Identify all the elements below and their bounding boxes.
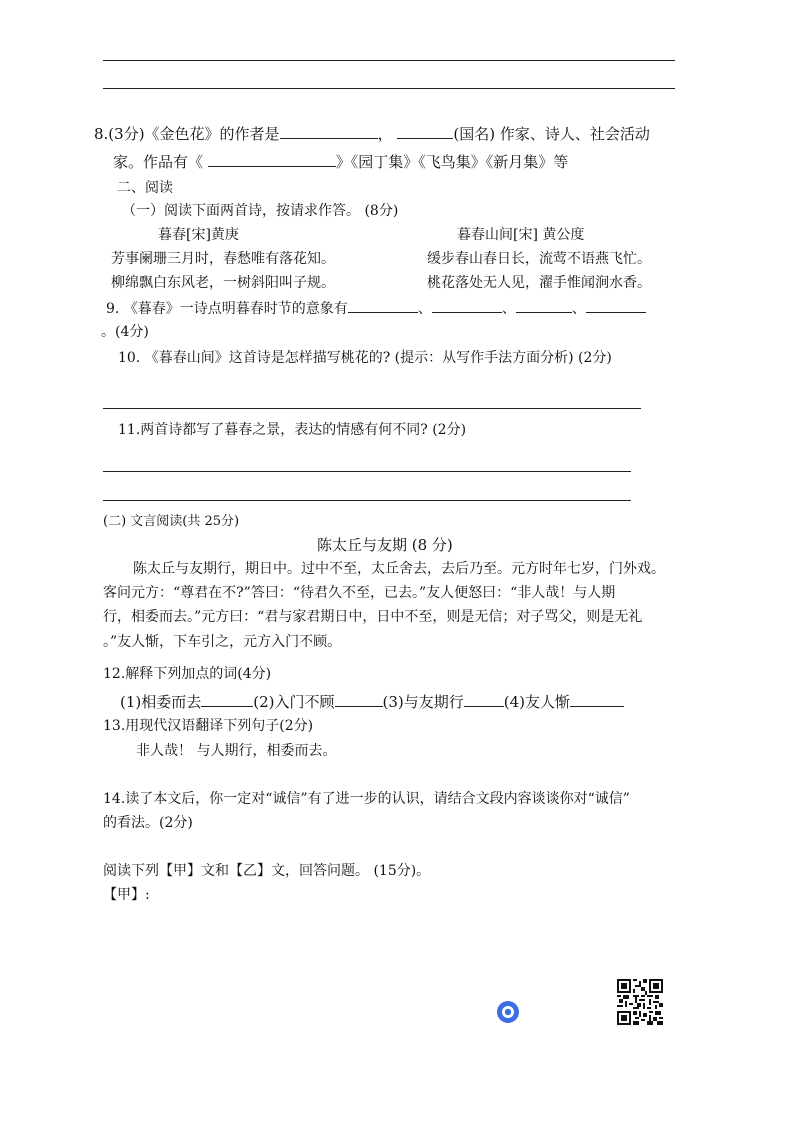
q8-blank-country[interactable] (397, 124, 453, 139)
q10-answer-line[interactable] (103, 408, 641, 409)
classical-title: 陈太丘与友期 (8 分) (317, 536, 453, 554)
q12-blank-4[interactable] (570, 692, 624, 707)
q8-text-a: 8.(3分)《金色花》的作者是 (94, 125, 280, 143)
q9-sep-3: 、 (571, 301, 586, 317)
poem2-line2: 桃花落处无人见，濯手惟闻涧水香。 (427, 275, 651, 291)
q9-blank-1[interactable] (348, 298, 418, 313)
q11-answer-line-1[interactable] (103, 471, 631, 472)
q9-line1 (106, 298, 646, 319)
poem1-line2: 柳绵飘白东风老，一树斜阳叫子规。 (111, 275, 335, 291)
classical-para-line2: 客问元方：“尊君在不?”答曰：“待君久不至，已去。”友人便怒曰：“非人哉！与人期 (103, 585, 616, 601)
answer-line-top-2 (103, 88, 675, 89)
q12-blank-1[interactable] (201, 692, 253, 707)
q12-items (120, 692, 624, 712)
q12-item-1: (1)相委而去 (120, 693, 202, 711)
q9-text: 9. 《暮春》一诗点明暮春时节的意象有 (106, 301, 348, 317)
classical-heading: (二) 文言阅读(共 25分) (103, 514, 240, 529)
q12-title: 12.解释下列加点的词(4分) (103, 666, 272, 682)
q8-blank-work[interactable] (208, 152, 336, 167)
q12-item-2: (2)入门不顾 (253, 693, 335, 711)
q9-sep-1: 、 (417, 301, 432, 317)
q11-answer-line-2[interactable] (103, 500, 631, 501)
q14-line2: 的看法。(2分) (103, 815, 193, 831)
section2-part1: （一）阅读下面两首诗，按请求作答。 (8分) (122, 203, 399, 219)
poem2-title: 暮春山间[宋] 黄公度 (457, 227, 585, 243)
poem1-line1: 芳事阑珊三月时，春愁唯有落花知。 (111, 251, 335, 267)
q8-line2 (113, 152, 568, 172)
q11-text: 11.两首诗都写了暮春之景，表达的情感有何不同? (2分) (118, 422, 467, 438)
q8-blank-author[interactable] (280, 124, 378, 139)
q8-text-e: 》《园丁集》《飞鸟集》《新月集》等 (335, 153, 569, 171)
q9-blank-3[interactable] (516, 298, 572, 313)
q8-text-d: 家。作品有《 (113, 153, 204, 171)
classical-para-line1: 陈太丘与友期行，期日中。过中不至，太丘舍去，去后乃至。元方时年七岁，门外戏。 (133, 561, 665, 577)
qr-code-icon (617, 979, 663, 1025)
q13-title: 13.用现代汉语翻译下列句子(2分) (103, 718, 314, 734)
q12-blank-2[interactable] (335, 692, 383, 707)
circle-logo-icon (496, 1000, 520, 1024)
q8-line1 (94, 124, 650, 144)
q13-sentence: 非人哉！ 与人期行，相委而去。 (136, 743, 337, 759)
classical-para-line3: 行，相委而去。”元方曰：“君与家君期日中，日中不至，则是无信；对子骂父，则是无礼 (103, 609, 643, 625)
poem2-line1: 缓步春山春日长，流莺不语燕飞忙。 (427, 251, 651, 267)
q12-item-3: (3)与友期行 (382, 693, 464, 711)
q12-blank-3[interactable] (464, 692, 504, 707)
q14-line1: 14.读了本文后，你一定对“诚信”有了进一步的认识，请结合文段内容谈谈你对“诚信” (103, 791, 630, 807)
poem1-title: 暮春[宋]黄庚 (158, 227, 239, 243)
section2-heading: 二、阅读 (117, 180, 173, 196)
q9-blank-4[interactable] (586, 298, 646, 313)
q8-text-b: ， (377, 125, 393, 143)
q8-text-c: (国名) 作家、诗人、社会活动 (453, 125, 650, 143)
q9-line2: 。(4分) (101, 324, 149, 340)
q15-intro: 阅读下列【甲】文和【乙】文，回答问题。 (15分)。 (103, 863, 431, 879)
classical-para-line4: 。”友人惭，下车引之，元方入门不顾。 (103, 634, 342, 650)
q9-blank-2[interactable] (432, 298, 502, 313)
q15-jia-label: 【甲】: (103, 887, 150, 903)
q12-item-4: (4)友人惭 (503, 693, 570, 711)
q9-sep-2: 、 (501, 301, 516, 317)
q10-text: 10. 《暮春山间》这首诗是怎样描写桃花的? (提示：从写作手法方面分析) (2分) (118, 350, 612, 366)
answer-line-top-1 (103, 60, 675, 61)
